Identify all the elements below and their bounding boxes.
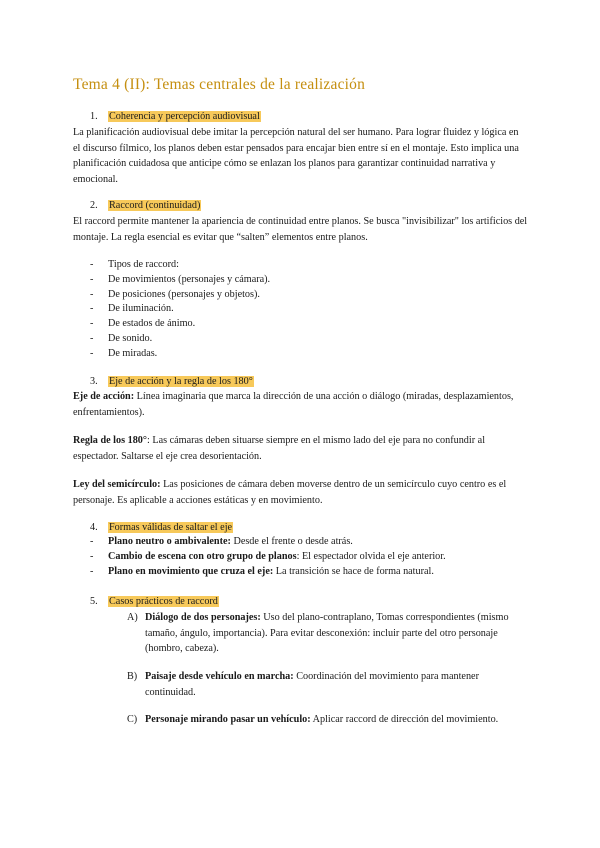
- bullet-dash: -: [90, 318, 94, 330]
- definition: Línea imaginaria que marca la dirección de una acción o diálogo (miradas, desplazamientos, enfrentamientos).: [73, 391, 514, 418]
- term: Paisaje desde vehículo en marcha:: [145, 671, 294, 682]
- section-1-paragraph: La planificación audiovisual debe imitar la percepción natural del ser humano. Para lograr fluidez y lógica en el discurso fílmico, los planos deben estar pensados para encajar bien entre sí en el montaje. Esto implica una planificación cuidadosa que anticipe cómo se enlazan los planos para garantizar continuidad narrativa y emocional.: [73, 127, 519, 185]
- regla-180-paragraph: [73, 433, 528, 464]
- list-item: [90, 317, 270, 332]
- section-number: 1.: [90, 111, 98, 122]
- bullet-dash: -: [90, 332, 94, 344]
- list-item: [90, 273, 270, 288]
- bullet-dash: -: [90, 273, 94, 285]
- list-item-text: De iluminación.: [108, 303, 174, 315]
- term: Plano neutro o ambivalente:: [108, 536, 231, 547]
- list-item-text: De estados de ánimo.: [108, 318, 196, 330]
- list-item: [90, 347, 270, 362]
- list-item-text: De movimientos (personajes y cámara).: [108, 273, 271, 285]
- list-item: [90, 258, 270, 273]
- list-item: [90, 332, 270, 347]
- list-item-text: De sonido.: [108, 332, 153, 344]
- definition: Las posiciones de cámara deben moverse dentro de un semicírculo cuyo centro es el personaje. Es aplicable a acciones estáticas y en movimiento.: [73, 479, 507, 506]
- section-title: Formas válidas de saltar el eje: [109, 522, 233, 533]
- section-number: 2.: [90, 200, 98, 211]
- page-title: Tema 4 (II): Temas centrales de la realización: [73, 76, 366, 93]
- bullet-dash: -: [90, 565, 94, 577]
- bullet-dash: -: [90, 536, 94, 547]
- section-2-paragraph: El raccord permite mantener la apariencia de continuidad entre planos. Se busca "invisibilizar" los artificios del montaje. La regla esencial es evitar que “salten” elementos entre planos.: [73, 216, 528, 243]
- casos-practicos-list-c: [127, 712, 527, 728]
- list-item: [90, 550, 446, 565]
- list-item: [90, 302, 270, 317]
- term: Regla de los 180°: [73, 435, 147, 446]
- definition: La transición se hace de forma natural.: [273, 565, 434, 577]
- casos-practicos-list: [127, 610, 527, 657]
- section-heading-3: [90, 375, 254, 389]
- list-item: [90, 565, 446, 580]
- bullet-dash: -: [90, 288, 94, 300]
- bullet-dash: -: [90, 550, 94, 562]
- term: Plano en movimiento que cruza el eje:: [108, 565, 274, 577]
- term: Diálogo de dos personajes:: [145, 612, 261, 623]
- list-letter: A): [127, 612, 138, 623]
- term: Cambio de escena con otro grupo de planos: [108, 550, 297, 562]
- section-number: 3.: [90, 376, 98, 387]
- section-heading-4: [90, 521, 233, 535]
- list-item-text: De miradas.: [108, 347, 158, 359]
- bullet-dash: -: [90, 259, 94, 270]
- saltar-eje-list: [90, 535, 446, 579]
- term: Eje de acción:: [73, 391, 135, 402]
- section-title: Eje de acción y la regla de los 180°: [109, 376, 253, 387]
- ley-semicirculo-paragraph: [73, 477, 528, 508]
- section-title: Coherencia y percepción audiovisual: [109, 111, 260, 122]
- section-number: 4.: [90, 522, 98, 533]
- definition: Desde el frente o desde atrás.: [230, 536, 353, 547]
- list-item-text: De posiciones (personajes y objetos).: [108, 288, 260, 300]
- section-heading-1: [90, 110, 261, 124]
- list-item-text: Tipos de raccord:: [108, 259, 179, 270]
- casos-practicos-list-b: [127, 669, 527, 700]
- bullet-dash: -: [90, 347, 94, 359]
- section-number: 5.: [90, 596, 98, 607]
- section-heading-2: [90, 199, 201, 213]
- eje-accion-paragraph: [73, 389, 528, 420]
- section-title: Casos prácticos de raccord: [109, 596, 218, 607]
- list-item: [90, 535, 446, 550]
- list-item: [90, 288, 270, 303]
- list-item: [127, 610, 527, 657]
- definition: : Las cámaras deben situarse siempre en el mismo lado del eje para no confundir al espectador. Saltarse el eje crea desorientación.: [73, 435, 486, 462]
- section-title: Raccord (continuidad): [109, 200, 201, 211]
- definition: Uso del plano-contraplano, Tomas correspondientes (mismo tamaño, ángulo, importancia). Para evitar desconexión: incluir parte del otro personaje (hombro, cabeza).: [145, 612, 509, 654]
- list-item: [127, 712, 527, 728]
- raccord-types-list: [90, 258, 270, 362]
- section-heading-5: [90, 595, 219, 609]
- bullet-dash: -: [90, 303, 94, 315]
- list-item: [127, 669, 527, 700]
- list-letter: C): [127, 714, 138, 725]
- definition: Aplicar raccord de dirección del movimiento.: [310, 714, 499, 725]
- definition: Coordinación del movimiento para mantener continuidad.: [145, 671, 479, 698]
- definition: : El espectador olvida el eje anterior.: [296, 550, 446, 562]
- list-letter: B): [127, 671, 138, 682]
- term: Personaje mirando pasar un vehículo:: [145, 714, 311, 725]
- term: Ley del semicírculo:: [73, 479, 161, 490]
